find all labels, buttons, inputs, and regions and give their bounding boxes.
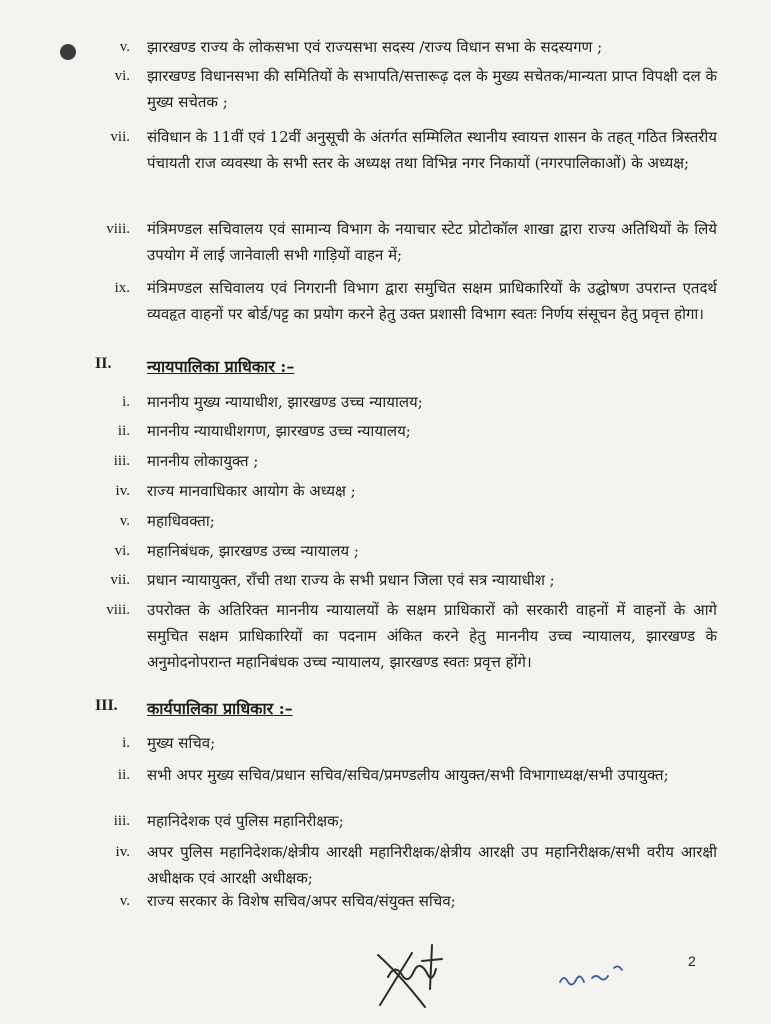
section-title-text: कार्यपालिका प्राधिकार (147, 699, 274, 718)
item-text: मंत्रिमण्डल सचिवालय एवं सामान्य विभाग के नयाचार स्टेट प्रोटोकॉल शाखा द्वारा राज्य अतिथियों के लिये उपयोग में लाई जानेवाली सभी गाड़ियों वाहन में; (147, 220, 717, 264)
section-number: II. (95, 355, 112, 372)
item-text: माननीय न्यायाधीशगण, झारखण्ड उच्च न्यायालय; (147, 422, 411, 440)
section-title-text: न्यायपालिका प्राधिकार (147, 357, 275, 376)
item-text: संविधान के 11वीं एवं 12वीं अनुसूची के अंतर्गत सम्मिलित स्थानीय स्वायत्त शासन के तहत् गठित त्रिस्तरीय पंचायती राज व्यवस्था के सभी स्तर के अध्यक्ष तथा विभिन्न नगर निकायों (नगरपालिकाओं) के अध्यक्ष; (147, 128, 717, 172)
item-text: राज्य सरकार के विशेष सचिव/अपर सचिव/संयुक्त सचिव; (147, 892, 456, 910)
section-title-suffix: :– (273, 699, 293, 718)
item-text: उपरोक्त के अतिरिक्त माननीय न्यायालयों के सक्षम प्राधिकारों को सरकारी वाहनों में वाहनों के आगे समुचित सक्षम प्राधिकारियों का पदनाम अंकित करने हेतु माननीय उच्च न्यायालय, झारखण्ड के अनुमोदनोपरान्त महानिबंधक उच्च न्यायालय, झारखण्ड स्वतः प्रवृत्त होंगे। (147, 601, 717, 671)
section-title (147, 697, 293, 719)
item-number: ix. (114, 280, 130, 296)
item-number: v. (119, 39, 130, 55)
item-number: i. (122, 735, 130, 751)
item-text: झारखण्ड राज्य के लोकसभा एवं राज्यसभा सदस्य /राज्य विधान सभा के सदस्यगण ; (147, 38, 603, 56)
item-number: vi. (114, 543, 130, 559)
section-number: III. (95, 697, 118, 714)
item-text: मंत्रिमण्डल सचिवालय एवं निगरानी विभाग द्वारा समुचित सक्षम प्राधिकारियों के उद्घोषण उपरान्त एतदर्थ व्यवहृत वाहनों पर बोर्ड/पट्ट का प्रयोग करने हेतु उक्त प्रशासी विभाग स्वतः निर्णय संसूचन हेतु प्रवृत्त होगा। (147, 279, 717, 323)
item-number: vii. (110, 572, 130, 588)
item-text: सभी अपर मुख्य सचिव/प्रधान सचिव/सचिव/प्रमण्डलीय आयुक्त/सभी विभागाध्यक्ष/सभी उपायुक्त; (147, 766, 669, 784)
item-number: v. (119, 893, 130, 909)
item-text: मुख्य सचिव; (147, 734, 216, 752)
item-text: महानिदेशक एवं पुलिस महानिरीक्षक; (147, 812, 344, 830)
item-text: अपर पुलिस महानिदेशक/क्षेत्रीय आरक्षी महानिरीक्षक/क्षेत्रीय आरक्षी उप महानिरीक्षक/सभी वरीय आरक्षी अधीक्षक एवं आरक्षी अधीक्षक; (147, 843, 717, 887)
item-number: vii. (110, 129, 130, 145)
initials-scribble (556, 960, 636, 990)
item-number: v. (119, 513, 130, 529)
item-text: महाधिवक्ता; (147, 512, 215, 530)
page-number: 2 (688, 953, 696, 969)
item-text: राज्य मानवाधिकार आयोग के अध्यक्ष ; (147, 482, 356, 500)
item-number: viii. (106, 602, 130, 618)
item-text: माननीय मुख्य न्यायाधीश, झारखण्ड उच्च न्यायालय; (147, 393, 423, 411)
item-text: प्रधान न्यायायुक्त, राँची तथा राज्य के सभी प्रधान जिला एवं सत्र न्यायाधीश ; (147, 571, 555, 589)
item-text: माननीय लोकायुक्त ; (147, 452, 259, 470)
item-number: iv. (115, 483, 130, 499)
item-number: vi. (114, 68, 130, 84)
item-number: iii. (113, 813, 130, 829)
item-number: ii. (117, 423, 130, 439)
item-number: iii. (113, 453, 130, 469)
item-text: झारखण्ड विधानसभा की समितियों के सभापति/सत्तारूढ़ दल के मुख्य सचेतक/मान्यता प्राप्त विपक्षी दल के मुख्य सचेतक ; (147, 67, 717, 111)
item-text: महानिबंधक, झारखण्ड उच्च न्यायालय ; (147, 542, 359, 560)
section-title-suffix: :– (274, 357, 295, 376)
item-number: iv. (115, 844, 130, 860)
item-number: i. (122, 394, 130, 410)
item-number: ii. (117, 767, 130, 783)
signature (370, 935, 450, 1015)
item-number: viii. (106, 221, 130, 237)
section-title (147, 355, 294, 377)
